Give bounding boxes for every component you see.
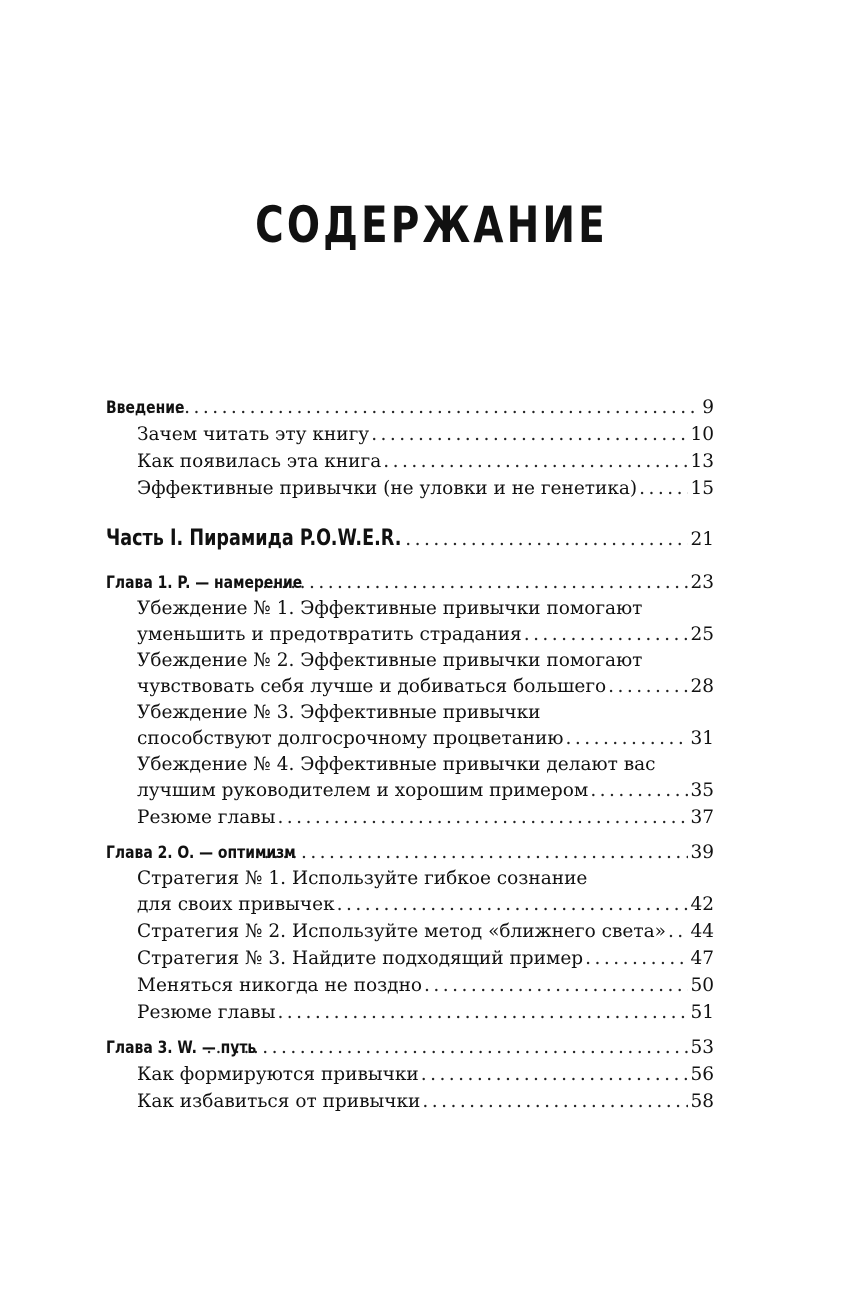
toc-label: Резюме главы: [137, 807, 276, 828]
leader-dots: [277, 804, 688, 831]
leader-dots: [424, 972, 688, 999]
toc-label: Как избавиться от привычки: [137, 1091, 421, 1112]
toc-label: Глава 1. P. — намерение: [106, 573, 303, 593]
leader-dots: [383, 448, 688, 475]
toc-page: 13: [690, 451, 714, 472]
toc-label: Глава 3. W. — путь: [106, 1038, 257, 1058]
toc-label-line1: Убеждение № 1. Эффективные привычки помогают: [137, 598, 643, 619]
toc-entry[interactable]: [106, 972, 714, 999]
toc-page: 37: [690, 807, 714, 828]
toc-page: 47: [690, 948, 714, 969]
leader-dots: [119, 394, 701, 421]
toc-entry-chapter-3[interactable]: [106, 1034, 714, 1061]
leader-dots: [668, 918, 689, 945]
toc-entry[interactable]: [106, 621, 714, 648]
toc-page: 50: [690, 975, 714, 996]
toc-page: 39: [690, 842, 714, 863]
toc-entry[interactable]: [106, 725, 714, 752]
toc-page: 58: [690, 1091, 714, 1112]
toc-label-line2: лучшим руководителем и хорошим примером: [137, 780, 589, 801]
toc-page: 51: [690, 1002, 714, 1023]
toc-label: Как появилась эта книга: [137, 451, 382, 472]
toc-label-line1: Убеждение № 3. Эффективные привычки: [137, 702, 541, 723]
toc-entry-part-1[interactable]: [106, 522, 714, 556]
toc-label: Введение: [106, 398, 185, 418]
toc-label: Зачем читать эту книгу: [137, 424, 370, 445]
toc-label-line2: чувствовать себя лучше и добиваться большего: [137, 676, 607, 697]
table-of-contents: [106, 394, 714, 1115]
leader-dots: [206, 1034, 688, 1061]
toc-label: Как формируются привычки: [137, 1064, 419, 1085]
toc-entry[interactable]: [106, 421, 714, 448]
toc-page: 42: [690, 894, 714, 915]
toc-page: 56: [690, 1064, 714, 1085]
toc-entry[interactable]: [106, 1088, 714, 1115]
toc-label-line2: уменьшить и предотвратить страдания: [137, 624, 522, 645]
toc-entry[interactable]: [106, 999, 714, 1026]
toc-entry[interactable]: [106, 804, 714, 831]
toc-page: 15: [690, 478, 714, 499]
leader-dots: [254, 839, 688, 866]
toc-label: Стратегия № 2. Используйте метод «ближнего света»: [137, 921, 666, 942]
toc-label-line2: способствуют долгосрочному процветанию: [137, 728, 564, 749]
page-title: СОДЕРЖАНИЕ: [255, 196, 608, 254]
toc-page: 9: [702, 397, 714, 418]
leader-dots: [262, 569, 688, 596]
toc-label: Резюме главы: [137, 1002, 276, 1023]
toc-entry-intro[interactable]: [106, 394, 714, 421]
leader-dots: [524, 621, 689, 648]
toc-entry[interactable]: [106, 475, 714, 502]
leader-dots: [337, 891, 689, 918]
leader-dots: [422, 1088, 688, 1115]
toc-label-line1: Убеждение № 2. Эффективные привычки помогают: [137, 650, 643, 671]
leader-dots: [566, 725, 689, 752]
toc-label-line1: Стратегия № 1. Используйте гибкое сознание: [137, 868, 588, 889]
leader-dots: [590, 777, 688, 804]
toc-label: Стратегия № 3. Найдите подходящий пример: [137, 948, 584, 969]
toc-page: 31: [690, 728, 714, 749]
toc-entry[interactable]: [106, 891, 714, 918]
toc-label: Часть I. Пирамида P.O.W.E.R.: [106, 526, 402, 551]
toc-entry[interactable]: [106, 1061, 714, 1088]
leader-dots: [371, 421, 688, 448]
toc-label: Глава 2. O. — оптимизм: [106, 843, 296, 863]
toc-entry[interactable]: [106, 777, 714, 804]
toc-entry[interactable]: [106, 448, 714, 475]
leader-dots: [608, 673, 688, 700]
leader-dots: [405, 523, 688, 557]
leader-dots: [277, 999, 688, 1026]
toc-page: 23: [690, 572, 714, 593]
toc-page: 35: [690, 780, 714, 801]
toc-label-line1: Убеждение № 4. Эффективные привычки делают вас: [137, 754, 656, 775]
toc-page: 21: [690, 529, 714, 550]
toc-page: 28: [690, 676, 714, 697]
toc-label: Меняться никогда не поздно: [137, 975, 423, 996]
toc-entry[interactable]: [106, 918, 714, 945]
toc-page: 10: [690, 424, 714, 445]
toc-page: 25: [690, 624, 714, 645]
toc-entry[interactable]: [106, 673, 714, 700]
toc-page: 44: [690, 921, 714, 942]
leader-dots: [639, 475, 688, 502]
toc-entry[interactable]: [106, 945, 714, 972]
toc-label: Эффективные привычки (не уловки и не генетика): [137, 478, 638, 499]
toc-entry-chapter-2[interactable]: [106, 839, 714, 866]
toc-entry-chapter-1[interactable]: [106, 569, 714, 596]
toc-page: 53: [690, 1037, 714, 1058]
toc-label-line2: для своих привычек: [137, 894, 335, 915]
leader-dots: [585, 945, 688, 972]
leader-dots: [421, 1061, 689, 1088]
